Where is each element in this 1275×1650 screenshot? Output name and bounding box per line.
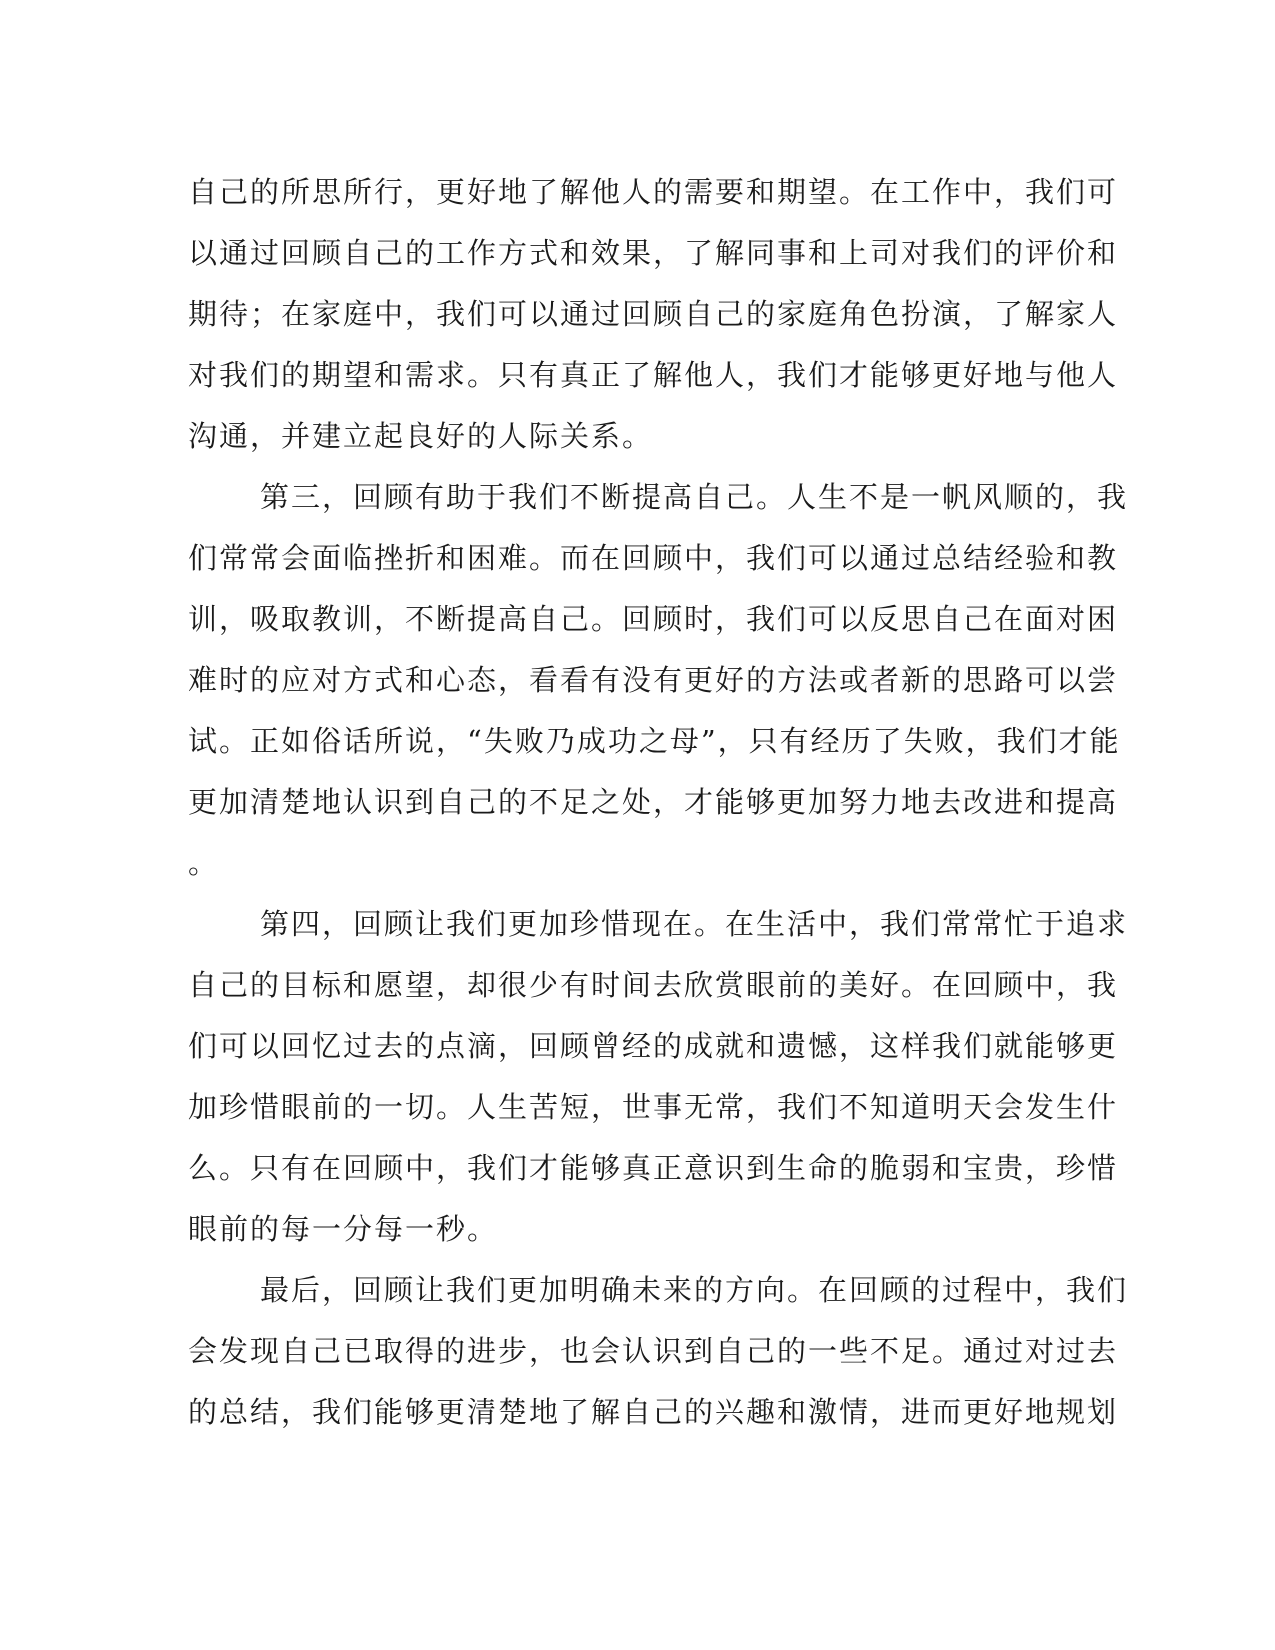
text-line: 自己的所思所行，更好地了解他人的需要和期望。在工作中，我们可 <box>188 175 1119 209</box>
text-line: 们常常会面临挫折和困难。而在回顾中，我们可以通过总结经验和教 <box>188 541 1119 575</box>
text-line: 加珍惜眼前的一切。人生苦短，世事无常，我们不知道明天会发生什 <box>188 1090 1119 1124</box>
text-line: 自己的目标和愿望，却很少有时间去欣赏眼前的美好。在回顾中，我 <box>188 968 1119 1002</box>
text-line: 的总结，我们能够更清楚地了解自己的兴趣和激情，进而更好地规划 <box>188 1395 1119 1429</box>
text-line: 会发现自己已取得的进步，也会认识到自己的一些不足。通过对过去 <box>188 1334 1119 1368</box>
paragraph-start-line: 最后，回顾让我们更加明确未来的方向。在回顾的过程中，我们 <box>260 1273 1129 1307</box>
text-line: 期待；在家庭中，我们可以通过回顾自己的家庭角色扮演，了解家人 <box>188 297 1119 331</box>
text-line: 难时的应对方式和心态，看看有没有更好的方法或者新的思路可以尝 <box>188 663 1119 697</box>
text-line: 。 <box>188 846 220 880</box>
text-line: 以通过回顾自己的工作方式和效果，了解同事和上司对我们的评价和 <box>188 236 1119 270</box>
text-line: 们可以回忆过去的点滴，回顾曾经的成就和遗憾，这样我们就能够更 <box>188 1029 1119 1063</box>
text-line: 训，吸取教训，不断提高自己。回顾时，我们可以反思自己在面对困 <box>188 602 1119 636</box>
body-text <box>188 162 1129 1443</box>
paragraph-start-line: 第三，回顾有助于我们不断提高自己。人生不是一帆风顺的，我 <box>260 480 1129 514</box>
text-line: 沟通，并建立起良好的人际关系。 <box>188 419 654 453</box>
text-line: 对我们的期望和需求。只有真正了解他人，我们才能够更好地与他人 <box>188 358 1119 392</box>
text-line: 眼前的每一分每一秒。 <box>188 1212 499 1246</box>
text-line: 试。正如俗话所说，“失败乃成功之母”，只有经历了失败，我们才能 <box>188 724 1121 758</box>
text-line: 么。只有在回顾中，我们才能够真正意识到生命的脆弱和宝贵，珍惜 <box>188 1151 1119 1185</box>
text-line: 更加清楚地认识到自己的不足之处，才能够更加努力地去改进和提高 <box>188 785 1119 819</box>
paragraph-start-line: 第四，回顾让我们更加珍惜现在。在生活中，我们常常忙于追求 <box>260 907 1129 941</box>
